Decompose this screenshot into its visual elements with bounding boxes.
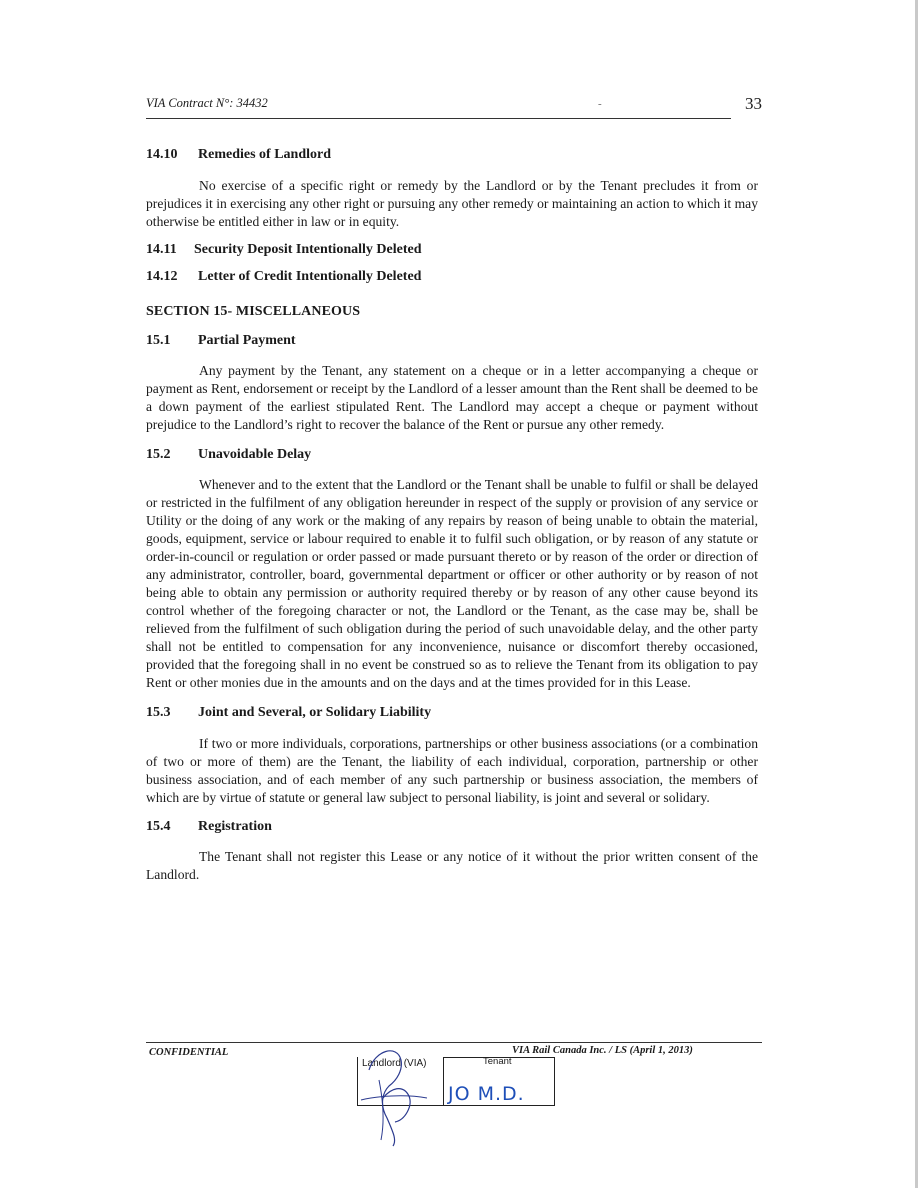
- section-15-heading: SECTION 15- MISCELLANEOUS: [146, 304, 361, 319]
- tenant-label: Tenant: [483, 1056, 512, 1067]
- page-number: 33: [745, 94, 762, 113]
- heading-15-4: 15.4 Registration: [146, 819, 272, 834]
- contract-reference: VIA Contract N°: 34432: [146, 96, 268, 110]
- paragraph-15-3: If two or more individuals, corporations, partnerships or other business associations (or a combination of two or more of them) are the Tenant, the liability of each individual, corporation, partnership or other business association, and of each member of any such partnership or business association, the members of which are by virtue of statute or general law subject to personal liability, is joint and several or solidary.: [146, 736, 758, 805]
- heading-14-10: 14.10 Remedies of Landlord: [146, 147, 331, 162]
- heading-14-12: 14.12 Letter of Credit Intentionally Deleted: [146, 269, 422, 284]
- paragraph-15-1: Any payment by the Tenant, any statement on a cheque or in a letter accompanying a cheque or payment as Rent, endorsement or receipt by the Landlord of a lesser amount than the Rent shall be deemed to be a down payment of the earliest stipulated Rent. The Landlord may accept a cheque or payment without prejudice to the Landlord’s right to recover the balance of the Rent or pursue any other remedy.: [146, 363, 758, 432]
- landlord-label: Landlord (VIA): [362, 1058, 427, 1069]
- page-header: [146, 96, 762, 118]
- footer-rule: [146, 1042, 762, 1043]
- footer-company-date: VIA Rail Canada Inc. / LS (April 1, 2013): [512, 1045, 693, 1056]
- landlord-initials-scribble: [357, 1040, 447, 1150]
- confidential-label: CONFIDENTIAL: [149, 1047, 229, 1058]
- header-dash-mark: -: [598, 98, 602, 110]
- header-rule: [146, 118, 731, 119]
- paragraph-15-2: Whenever and to the extent that the Landlord or the Tenant shall be unable to fulfil or shall be delayed or restricted in the fulfilment of any obligation hereunder in respect of the supply or provision of any service or Utility or the doing of any work or the making of any repairs by reason of being unable to obtain the material, goods, equipment, service or labour required to enable it to fulfil such obligation, or by reason of any statute or order-in-council or regulation or order passed or made pursuant thereto or by reason of the order or direction of any administrator, controller, board, governmental department or officer or other authority or by reason of not being able to obtain any permission or authority required thereby or by reason of any other cause beyond its control whether of the foregoing character or not, the Landlord or the Tenant, as the case may be, shall be relieved from the fulfilment of such obligation during the period of such unavoidable delay, and the other party shall not be entitled to compensation for any inconvenience, nuisance or discomfort thereby occasioned, provided that the foregoing shall in no event be construed so as to relieve the Tenant from its obligation to pay Rent or other monies due in the amounts and on the days and at the times provided for in this Lease.: [146, 477, 758, 690]
- tenant-initials: JO M.D.: [448, 1083, 525, 1105]
- heading-15-1: 15.1 Partial Payment: [146, 333, 296, 348]
- paragraph-15-4: The Tenant shall not register this Lease or any notice of it without the prior written consent of the Landlord.: [146, 849, 758, 882]
- heading-15-2: 15.2 Unavoidable Delay: [146, 447, 312, 462]
- heading-15-3: 15.3 Joint and Several, or Solidary Liability: [146, 705, 432, 720]
- document-body: [146, 146, 758, 884]
- heading-14-11: 14.11 Security Deposit Intentionally Deleted: [146, 242, 422, 257]
- paragraph-14-10: No exercise of a specific right or remedy by the Landlord or by the Tenant precludes it from or prejudices it in exercising any other right or pursuing any other remedy or maintaining an action to which it may otherwise be entitled either in law or in equity.: [146, 178, 758, 229]
